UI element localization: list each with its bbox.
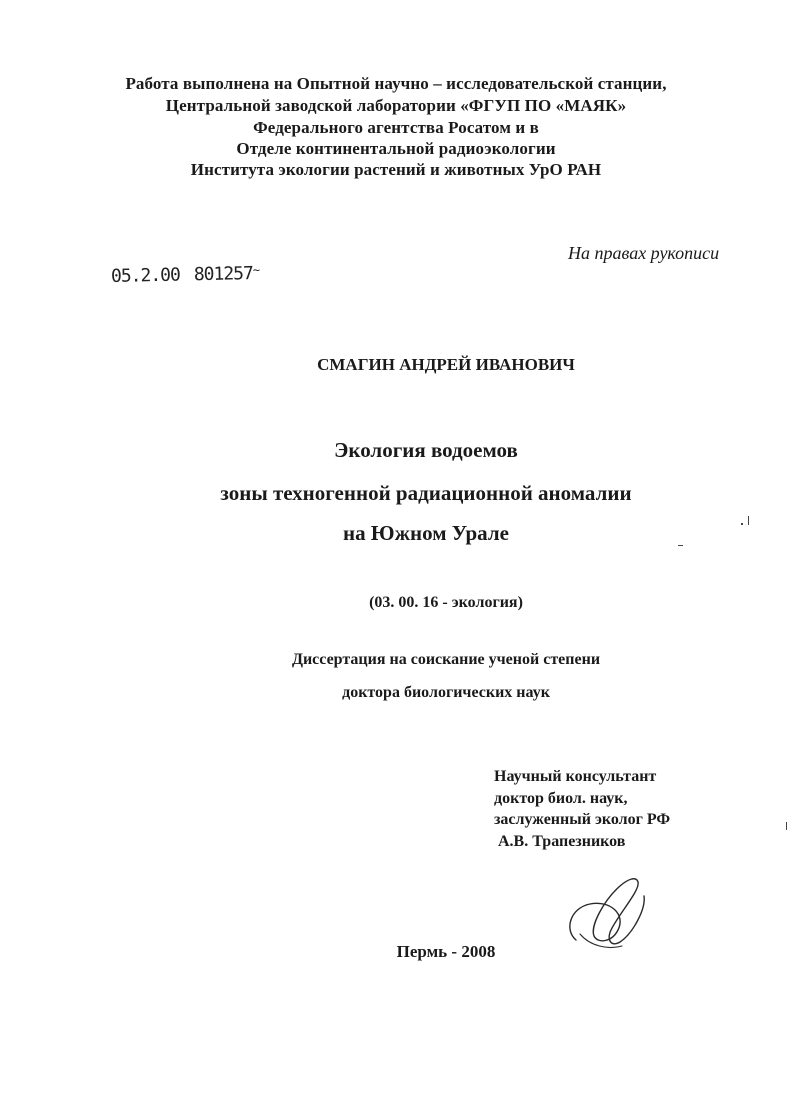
stamp-part-2: 801257 <box>193 263 254 286</box>
scan-speck <box>678 545 683 546</box>
scan-speck <box>786 822 787 830</box>
thesis-type-line: доктора биологических наук <box>342 684 550 701</box>
consultant-line: заслуженный эколог РФ <box>494 811 671 828</box>
author-name: СМАГИН АНДРЕЙ ИВАНОВИЧ <box>317 355 575 374</box>
thesis-type-line: Диссертация на соискание ученой степени <box>291 651 601 668</box>
affiliation-line: Отделе континентальной радиоэкологии <box>236 139 556 158</box>
affiliation-line: Центральной заводской лаборатории «ФГУП ПО «МАЯК» <box>165 96 627 115</box>
affiliation-line: Федерального агентства Росатом и в <box>253 118 539 137</box>
stamp-part-1: 05.2.00 <box>110 264 181 287</box>
consultant-line: А.В. Трапезников <box>494 833 626 850</box>
title-line: Экология водоемов <box>334 438 518 462</box>
scan-speck <box>748 516 749 525</box>
specialty-code: (03. 00. 16 - экология) <box>369 594 523 611</box>
city-year: Пермь - 2008 <box>396 942 496 961</box>
library-stamp: 05.2.00 801257~ <box>110 262 260 287</box>
affiliation-line: Работа выполнена на Опытной научно – исследовательской станции, <box>125 74 667 93</box>
scan-speck <box>741 523 743 525</box>
title-line: на Южном Урале <box>343 521 509 545</box>
affiliation-line: Института экологии растений и животных УрО РАН <box>190 160 602 179</box>
title-line: зоны техногенной радиационной аномалии <box>220 481 632 505</box>
manuscript-note: На правах рукописи <box>568 243 720 263</box>
consultant-line: Научный консультант <box>494 768 657 785</box>
consultant-line: доктор биол. наук, <box>494 790 628 807</box>
